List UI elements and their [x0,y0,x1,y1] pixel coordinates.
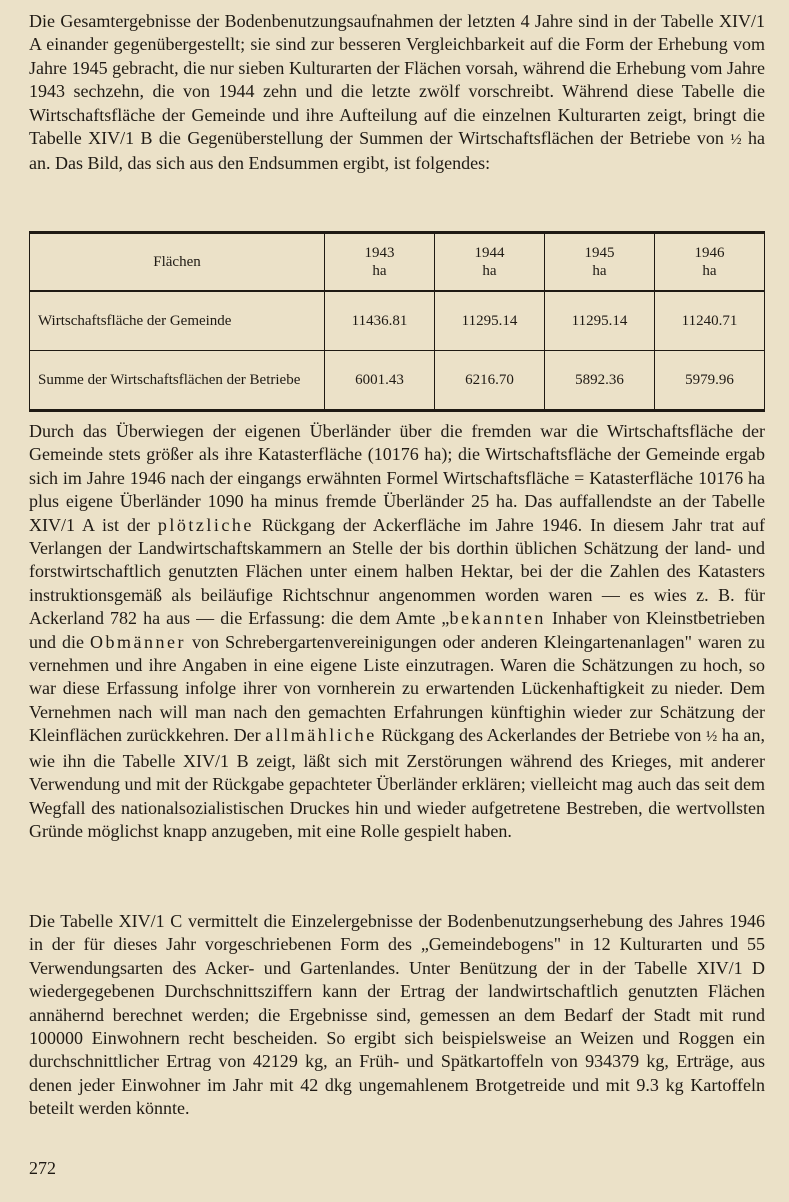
table-cell: 6216.70 [435,351,545,411]
table-header-row [30,233,765,292]
intro-text-end: ha an. Das Bild, das sich aus den Endsummen ergibt, ist folgendes: [29,128,765,174]
table-cell: 11240.71 [655,291,765,351]
header-flaechen: Flächen [30,233,325,292]
header-year-1945: 1945 ha [545,233,655,292]
page-number: 272 [29,1158,56,1178]
spaced-word: Obmänner [90,631,187,652]
text-run: Rückgang der Ackerfläche im Jahre 1946. In diesem Jahr trat auf Verlangen der Landwirtschaftskammern an Stelle der bis dorthin üblichen Schätzung der land- und forstwirtschaftlich genutzten Flächen unter einem halben Hektar, bei der die Zahlen des Katasters instruktionsgemäß als beiläufige Richtschnur angenommen worden waren — es wies z. B. für Ackerland 782 ha aus — die Erfassung: die dem Amte „ [29,514,766,629]
body-paragraph-2 [29,910,765,1121]
spaced-word: plötzliche [157,514,254,535]
intro-text: Die Gesamtergebnisse der Bodenbenutzungsaufnahmen der letzten 4 Jahre sind in der Tabelle XIV/1 A einander gegenübergestellt; sie sind zur besseren Vergleichbarkeit auf die Form der Erhebung vom Jahre 1945 gebracht, die nur sieben Kulturarten der Flächen vorsah, während die Erhebung vom Jahre 1943 sechzehn, die von 1944 zehn und die letzte zwölf vorschreibt. Während diese Tabelle die Wirtschaftsfläche der Gemeinde und ihre Aufteilung auf die einzelnen Kulturarten zeigt, bringt die Tabelle XIV/1 B die Gegenüberstellung der Summen der Wirtschaftsflächen der Betriebe von [29,11,765,149]
table-cell: 11436.81 [325,291,435,351]
table-cell: 6001.43 [325,351,435,411]
comparison-table [29,231,765,412]
text-run: von Schrebergartenvereinigungen oder anderen Kleingartenanlagen" waren zu vernehmen und ihre Angaben in eine eigene Liste einzutragen. Waren die Schätzungen zu hoch, so war diese Erfassung infolge ihrer von vornherein zu erwartenden Lückenhaftigkeit zu nieder. Dem Vernehmen nach will man nach den gemachten Erfahrungen künftighin wieder zur Schätzung der Kleinflächen zurückkehren. Der [29,631,765,746]
spaced-word: allmähliche [265,725,377,746]
spaced-word: bekannten [449,608,546,629]
fraction-half: ½ [730,132,742,149]
table-row [30,291,765,351]
fraction-half: ½ [706,729,718,746]
header-year-1943: 1943 ha [325,233,435,292]
row-label: Wirtschaftsfläche der Gemeinde [30,291,325,351]
header-year-1946: 1946 ha [655,233,765,292]
table-row [30,351,765,411]
text-run: Durch das Überwiegen der eigenen Überländer über die fremden war die Wirtschaftsfläche der Gemeinde stets größer als ihre Katasterfläche (10176 ha); die Wirtschaftsfläche der Gemeinde ergab sich im Jahre 1946 nach der eingangs erwähnten Formel Wirtschaftsfläche = Katasterfläche 10176 ha plus eigene Überländer 1090 ha minus fremde Überländer 25 ha. Das auffallendste an der Tabelle XIV/1 A ist der [29,421,765,535]
text-run: Inhaber von Kleinstbetrieben und die [29,608,765,652]
body-paragraph-1 [29,420,765,843]
row-label: Summe der Wirtschaftsflächen der Betriebe [30,351,325,411]
header-year-1944: 1944 ha [435,233,545,292]
text-run: Die Tabelle XIV/1 C vermittelt die Einzelergebnisse der Bodenbenutzungserhebung des Jahres 1946 in der für dieses Jahr vorgeschriebenen Form des „Gemeindebogens" in 12 Kulturarten und 55 Verwendungsarten des Acker- und Gartenlandes. Unter Benützung der in der Tabelle XIV/1 D wiedergegebenen Durchschnittsziffern kann der Ertrag der landwirtschaftlich genutzten Flächen annähernd berechnet werden; die Ergebnisse sind, gemessen an dem Bedarf der Stadt mit rund 100000 Einwohnern recht bescheiden. So ergibt sich beispielsweise an Weizen und Roggen ein durchschnittlicher Ertrag von 42129 kg, an Früh- und Spätkartoffeln von 934379 kg, Erträge, aus denen jeder Einwohner im Jahr mit 42 dkg ungemahlenem Brotgetreide und mit 9.3 kg Kartoffeln beteilt werden könnte. [29,911,765,1119]
table-cell: 5892.36 [545,351,655,411]
text-run: Rückgang des Ackerlandes der Betriebe von [376,725,707,746]
table-cell: 11295.14 [435,291,545,351]
intro-paragraph [29,10,765,176]
table-cell: 11295.14 [545,291,655,351]
text-run: ha an, wie ihn die Tabelle XIV/1 B zeigt, läßt sich mit Zerstörungen während des Krieges, mit anderer Verwendung und mit der Rückgabe gepachteter Überländer erklären; vielleicht mag auch das seit dem Wegfall des nationalsozialistischen Druckes hin und wieder aufgetretene Bestreben, die wertvollsten Gründe möglichst knapp anzugeben, mit eine Rolle gespielt haben. [29,725,765,841]
table-cell: 5979.96 [655,351,765,411]
